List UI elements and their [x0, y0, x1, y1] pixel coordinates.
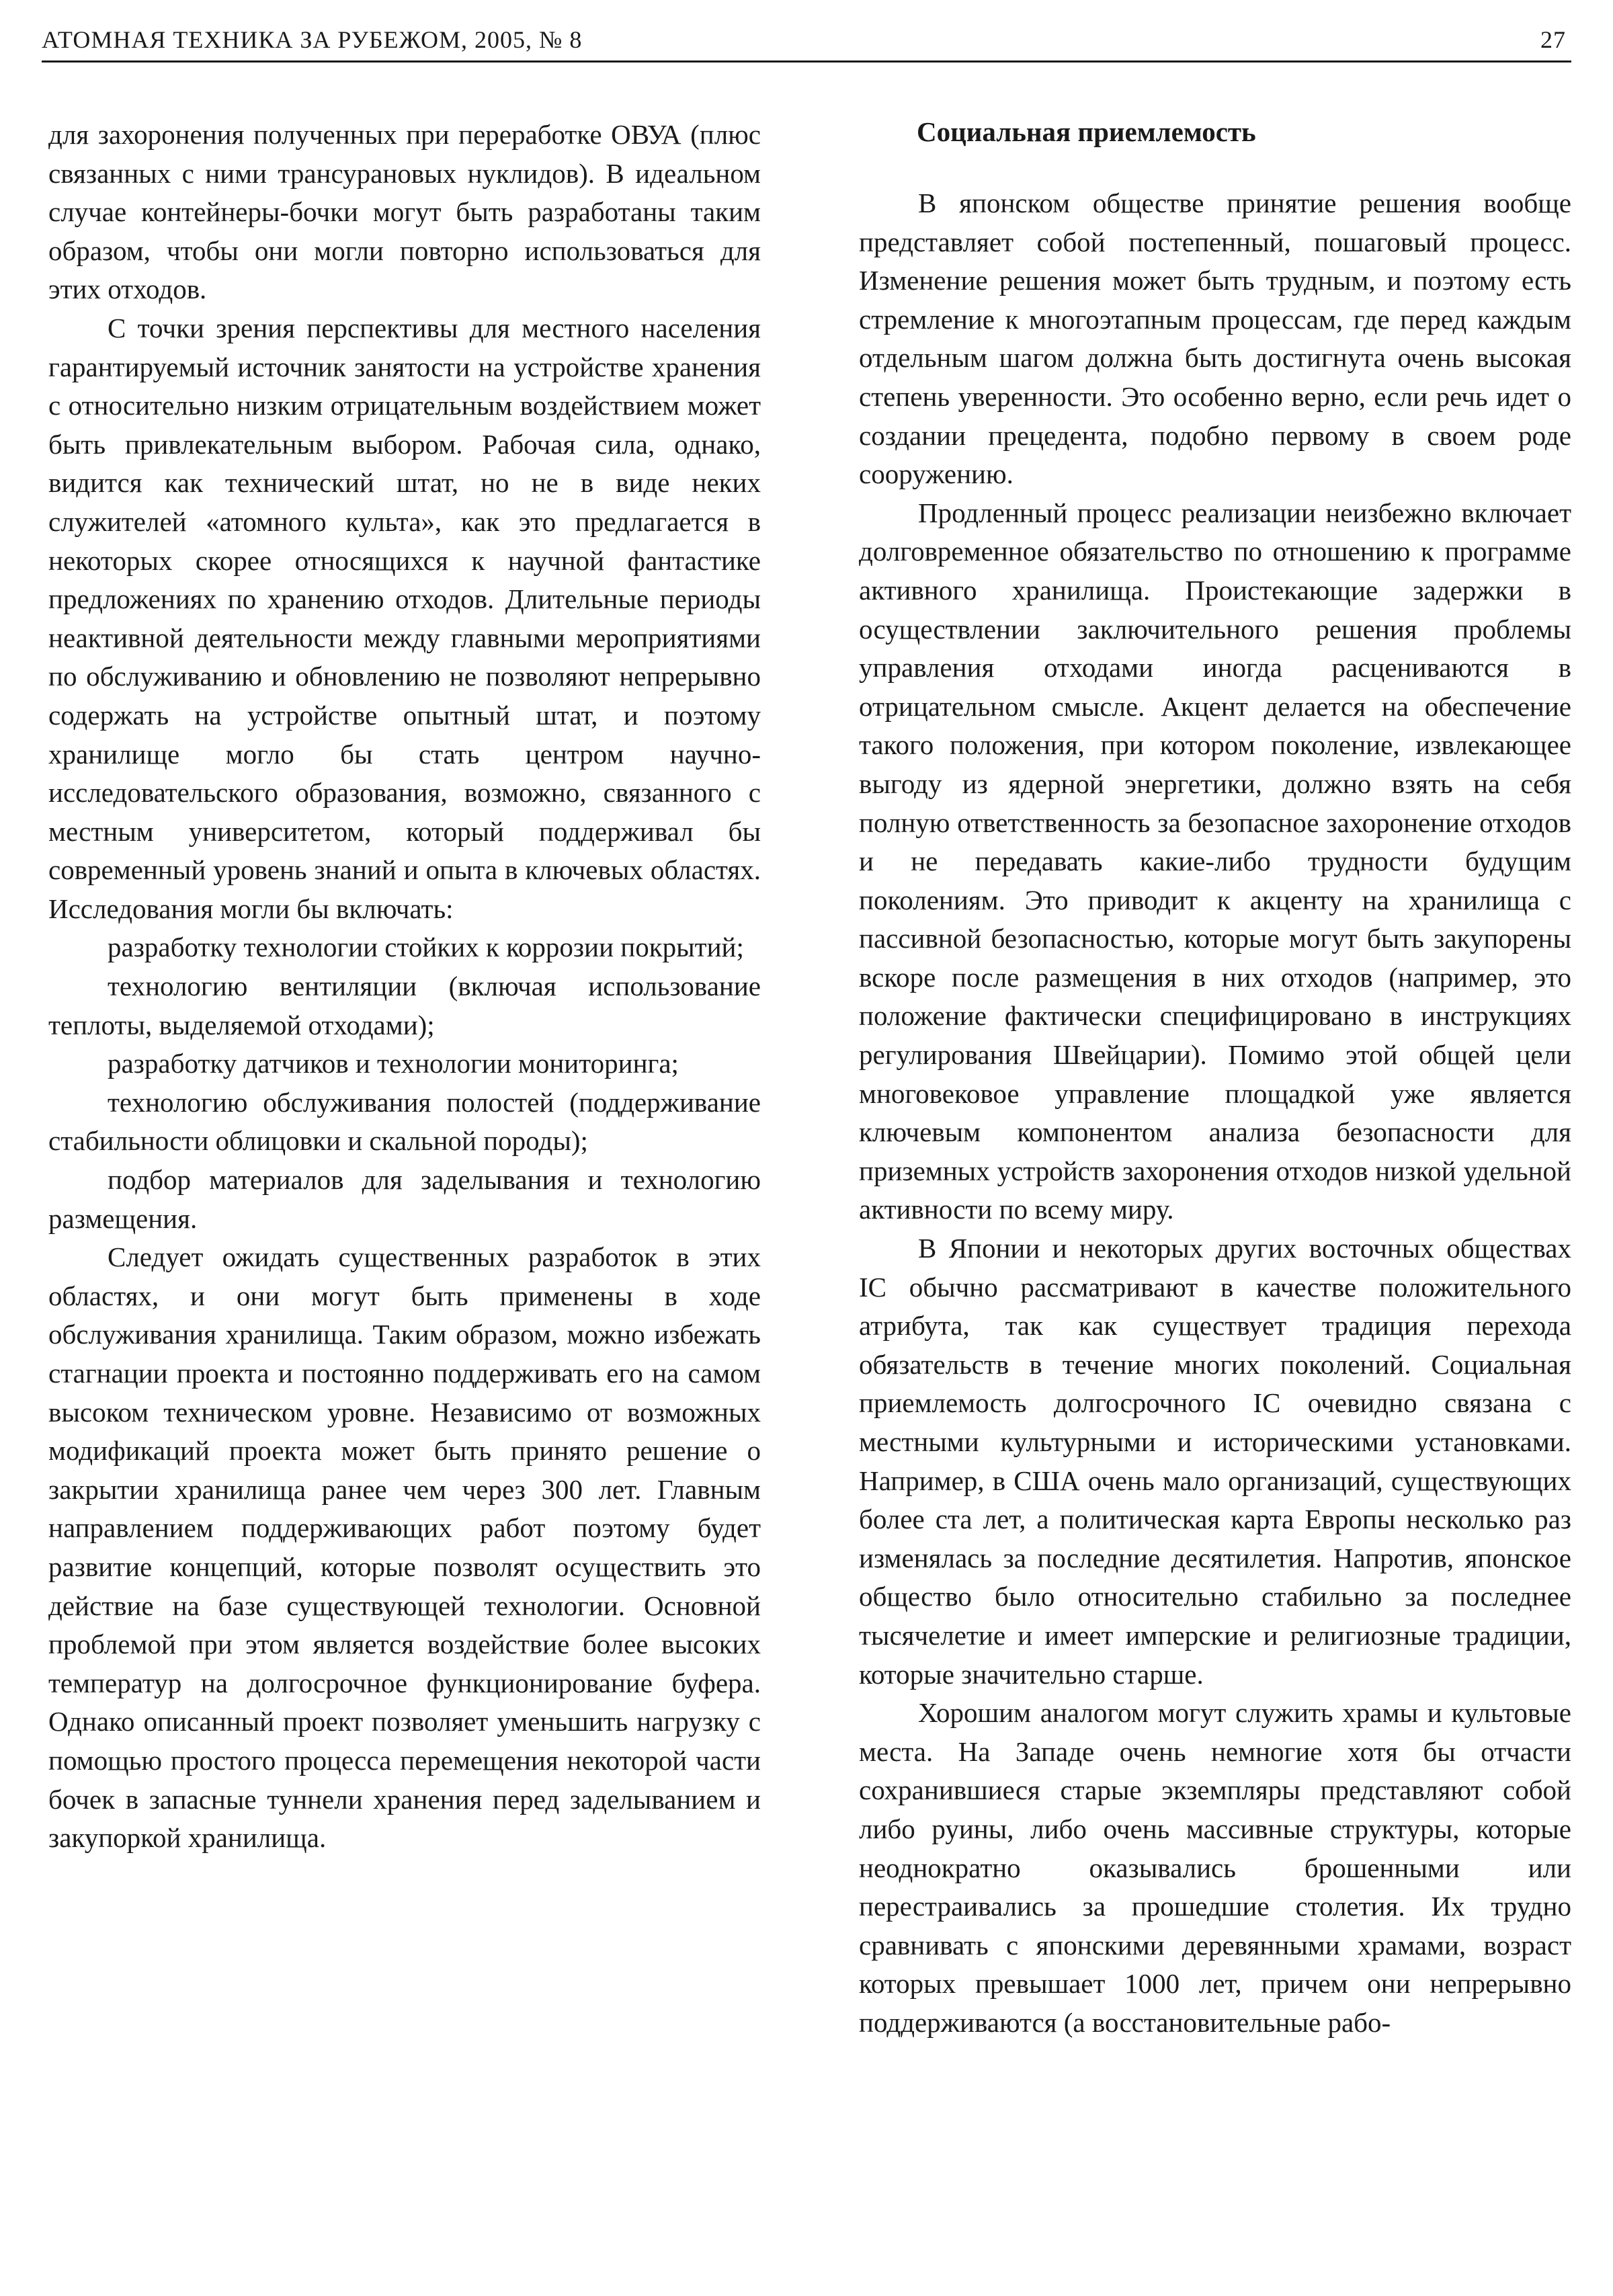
list-item-sensors: разработку датчиков и технологии мониторинга; [108, 1048, 679, 1079]
list-item-coatings: разработку технологии стойких к коррозии покрытий; [108, 932, 744, 963]
running-header [42, 20, 1571, 63]
list-item-ventilation: технологию вентиляции (включая использование теплоты, выделяемой отходами); [48, 971, 761, 1040]
paragraph-local-population: С точки зрения перспективы для местного населения гарантируемый источник занятости на устройстве хранения с относительно низким отрицательным воздействием может быть привлекательным выбором. Рабочая сила, однако, видится как технический штат, но не в виде неких служителей «атомного культа», как это предлагается в некоторых скорее относящихся к научной фантастике предложениях по хранению отходов. Длительные периоды неактивной деятельности между главными мероприятиями по обслуживанию и обновлению не позволяют непрерывно содержать на устройстве опытный штат, и поэтому хранилище могло бы стать центром научно-исследовательского образования, возможно, связанного с местным университетом, который поддерживал бы современный уровень знаний и опыта в ключевых областях. Исследования могли бы включать: [48, 312, 761, 924]
paragraph-implementation: Продленный процесс реализации неизбежно включает долговременное обязательство по отношению к программе активного хранилища. Проистекающие задержки в осуществлении заключительного решения проблемы управления отходами иногда расцениваются в отрицательном смысле. Акцент делается на обеспечение такого положения, при котором поколение, извлекающее выгоду из ядерной энергетики, должно взять на себя полную ответственность за безопасное захоронение отходов и не передавать какие-либо трудности будущим поколениям. Это приводит к акценту на хранилища с пассивной безопасностью, которые могут быть закупорены вскоре после размещения в них отходов (например, это положение фактически специфицировано в инструкциях регулирования Швейцарии). Помимо этой общей цели многовековое управление площадкой уже является ключевым компонентом анализа безопасности для приземных устройств захоронения отходов низкой удельной активности по всему миру. [859, 497, 1571, 1225]
list-item-materials: подбор материалов для заделывания и технологию размещения. [48, 1164, 761, 1234]
section-heading: Социальная приемлемость [917, 116, 1256, 147]
left-column [48, 116, 761, 2256]
right-column [859, 116, 1571, 2256]
journal-title: АТОМНАЯ ТЕХНИКА ЗА РУБЕЖОМ, 2005, № 8 [42, 26, 583, 53]
paragraph-decision-making: В японском обществе принятие решения вообще представляет собой постепенный, пошаговый процесс. Изменение решения может быть трудным, и поэтому есть стремление к многоэтапным процессам, где перед каждым отдельным шагом должна быть достигнута очень высокая степень уверенности. Это особенно верно, если речь идет о создании прецедента, подобно первому в своем роде сооружению. [859, 188, 1571, 490]
list-item-cavities: технологию обслуживания полостей (поддерживание стабильности облицовки и скальной породы); [48, 1086, 761, 1157]
paragraph-developments: Следует ожидать существенных разработок в этих областях, и они могут быть применены в ходе обслуживания хранилища. Таким образом, можно избежать стагнации проекта и постоянно поддерживать его на самом высоком техническом уровне. Независимо от возможных модификаций проекта может быть принято решение о закрытии хранилища ранее чем через 300 лет. Главным направлением поддерживающих работ поэтому будет развитие концепций, которые позволят осуществить это действие на базе существующей технологии. Основной проблемой при этом является воздействие более высоких температур на долгосрочное функционирование буфера. Однако описанный проект позволяет уменьшить нагрузку с помощью простого процесса перемещения некоторой части бочек в запасные туннели хранения перед заделыванием и закупоркой хранилища. [48, 1241, 761, 1854]
paragraph-continuation: для захоронения полученных при переработке ОВУА (плюс связанных с ними трансурановых нуклидов). В идеальном случае контейнеры-бочки могут быть разработаны таким образом, чтобы они могли повторно использоваться для этих отходов. [48, 119, 761, 305]
paragraph-east-societies: В Японии и некоторых других восточных обществах IC обычно рассматривают в качестве положительного атрибута, так как существует традиция перехода обязательств в течение многих поколений. Социальная приемлемость долгосрочного IC очевидно связана с местными культурными и историческими установками. Например, в США очень мало организаций, существующих более ста лет, а политическая карта Европы несколько раз изменялась за последние десятилетия. Напротив, японское общество было относительно стабильно за последнее тысячелетие и имеет имперские и религиозные традиции, которые значительно старше. [859, 1233, 1571, 1690]
paragraph-temples: Хорошим аналогом могут служить храмы и культовые места. На Западе очень немногие хотя бы отчасти сохранившиеся старые экземпляры представляют собой либо руины, либо очень массивные структуры, которые неоднократно оказывались брошенными или перестраивались за прошедшие столетия. Их трудно сравнивать с японскими деревянными храмами, возраст которых превышает 1000 лет, причем они непрерывно поддерживаются (а восстановительные рабо- [859, 1697, 1571, 2038]
page-number: 27 [1540, 26, 1566, 53]
